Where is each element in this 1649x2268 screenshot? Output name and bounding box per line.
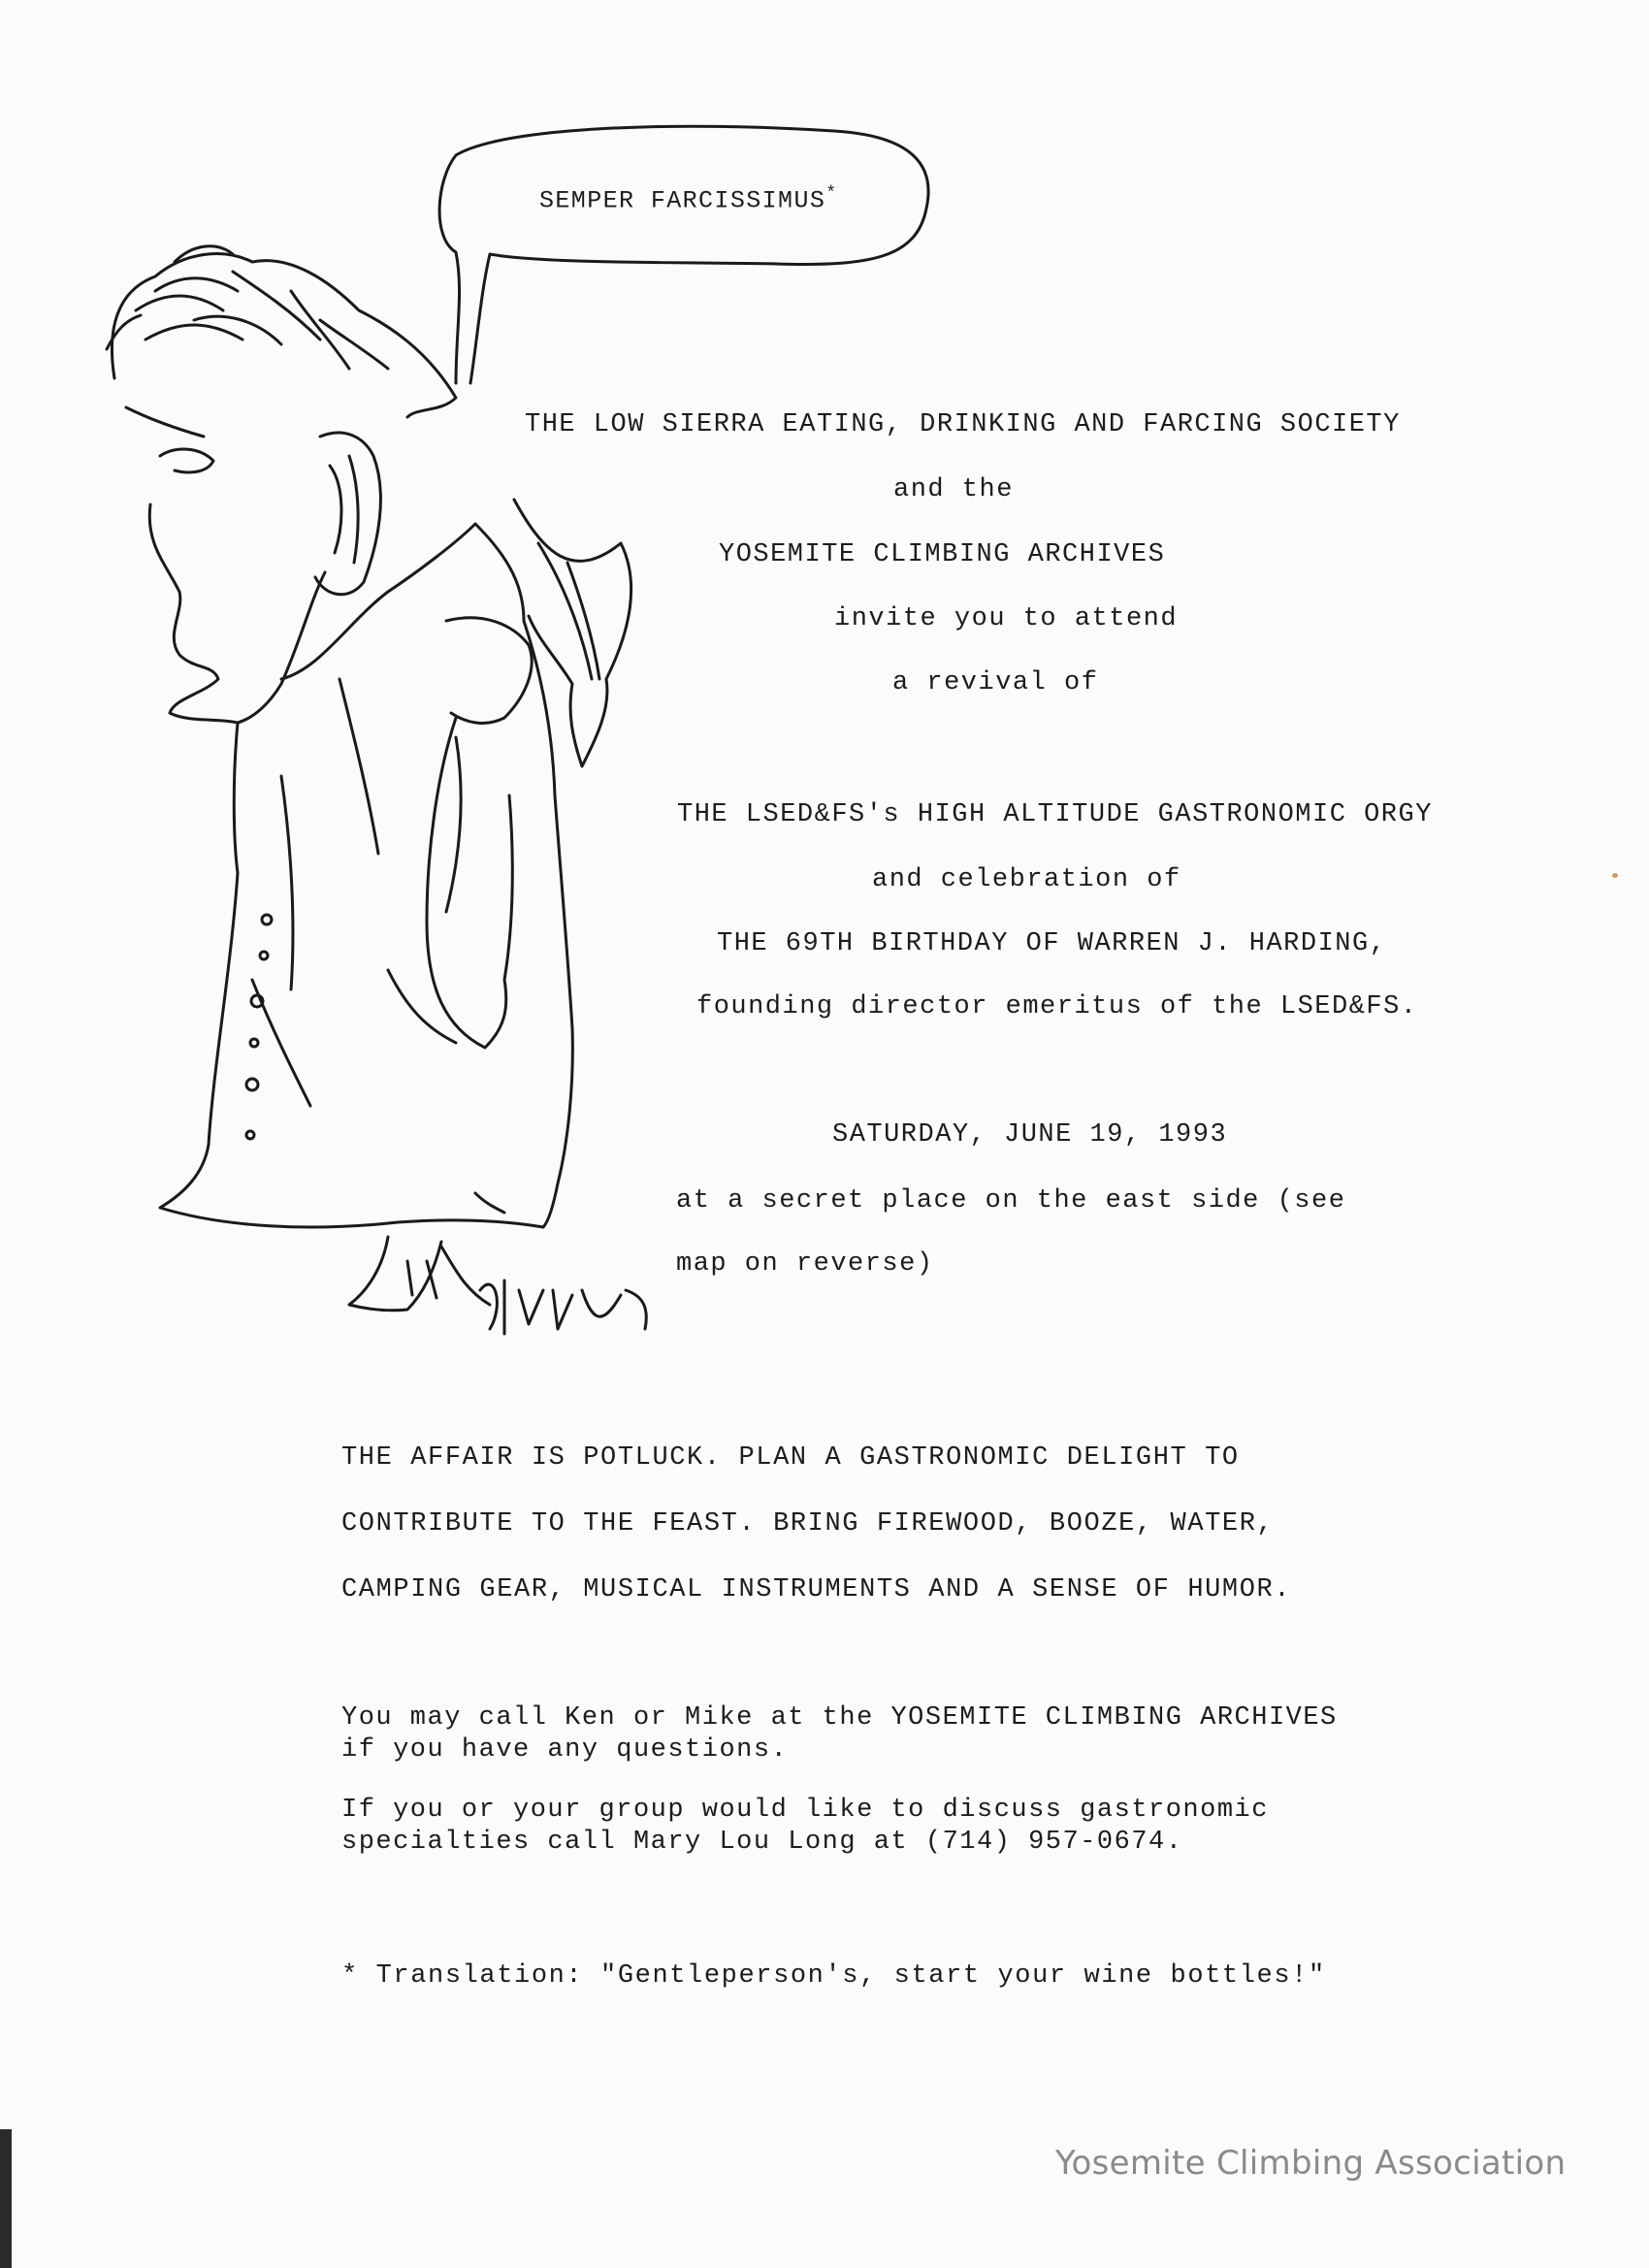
coat-sleeve xyxy=(427,718,512,1048)
society-name: THE LOW SIERRA EATING, DRINKING AND FARCING SOCIETY xyxy=(525,410,1401,439)
celebration-text: and celebration of xyxy=(872,865,1181,894)
coat-collar xyxy=(281,524,532,723)
speech-bubble xyxy=(439,126,928,383)
contact-archives: You may call Ken or Mike at the YOSEMITE CLIMBING ARCHIVES if you have any questions. xyxy=(341,1703,1338,1765)
ear xyxy=(315,433,380,595)
event-date: SATURDAY, JUNE 19, 1993 xyxy=(832,1120,1228,1150)
feet xyxy=(349,1237,490,1311)
director-line: founding director emeritus of the LSED&FS. xyxy=(696,992,1418,1021)
scan-edge xyxy=(0,2129,12,2268)
coat-button xyxy=(262,915,272,924)
archives-name: YOSEMITE CLIMBING ARCHIVES xyxy=(719,540,1166,569)
speech-bubble-text: SEMPER FARCISSIMUS* xyxy=(539,184,838,215)
watermark: Yosemite Climbing Association xyxy=(1055,2144,1567,2183)
birthday-line: THE 69TH BIRTHDAY OF WARREN J. HARDING, xyxy=(717,929,1387,958)
face xyxy=(126,407,238,723)
coat-button xyxy=(246,1079,258,1090)
potluck-line-1: THE AFFAIR IS POTLUCK. PLAN A GASTRONOMIC DELIGHT TO xyxy=(341,1443,1240,1473)
location-line-2: map on reverse) xyxy=(676,1249,934,1279)
revival-text: a revival of xyxy=(892,668,1099,697)
event-name: THE LSED&FS's HIGH ALTITUDE GASTRONOMIC ORGY xyxy=(677,800,1433,829)
footnote-translation: * Translation: "Gentleperson's, start your wine bottles!" xyxy=(341,1961,1326,1991)
contact-mary-lou: If you or your group would like to discuss gastronomic specialties call Mary Lou Long at (714) 957-0674. xyxy=(341,1796,1269,1857)
artist-signature xyxy=(480,1280,646,1334)
invite-text: invite you to attend xyxy=(834,604,1179,633)
coat-body xyxy=(160,723,543,1227)
location-line-1: at a secret place on the east side (see xyxy=(676,1186,1346,1215)
conjunction-text: and the xyxy=(893,475,1014,504)
potluck-line-2: CONTRIBUTE TO THE FEAST. BRING FIREWOOD, BOOZE, WATER, xyxy=(341,1509,1275,1539)
wing xyxy=(514,500,631,766)
hair xyxy=(112,254,456,417)
paper-speck xyxy=(1612,873,1618,878)
footnote-marker: * xyxy=(825,184,838,204)
potluck-line-3: CAMPING GEAR, MUSICAL INSTRUMENTS AND A SENSE OF HUMOR. xyxy=(341,1575,1292,1604)
